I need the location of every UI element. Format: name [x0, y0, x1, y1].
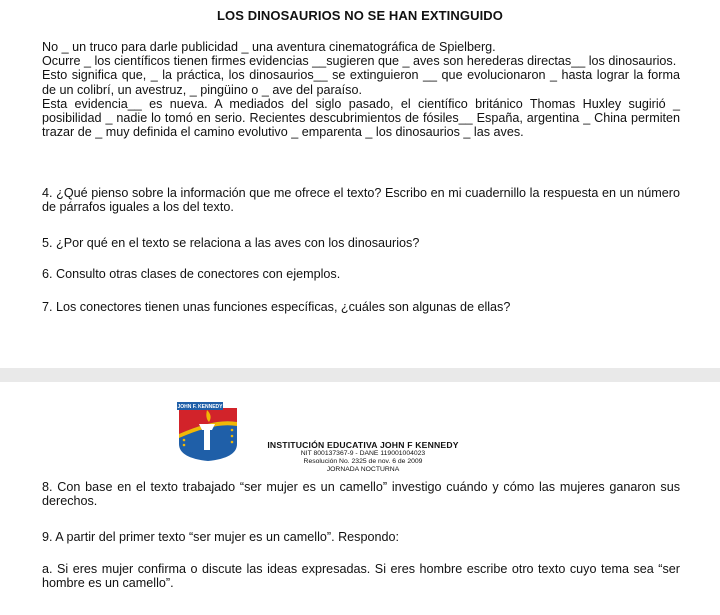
question-6: 6. Consulto otras clases de conectores con ejemplos. [42, 267, 341, 281]
institution-name: INSTITUCIÓN EDUCATIVA JOHN F KENNEDY [267, 440, 459, 450]
question-7: 7. Los conectores tienen unas funciones específicas, ¿cuáles son algunas de ellas? [42, 300, 511, 314]
question-5: 5. ¿Por qué en el texto se relaciona a las aves con los dinosaurios? [42, 236, 420, 250]
institution-nit: NIT 800137367-9 - DANE 119001004023 [300, 450, 426, 457]
page-divider [0, 368, 720, 382]
school-logo-icon [175, 400, 241, 462]
logo-text: JOHN F. KENNEDY [177, 404, 223, 410]
question-4: 4. ¿Qué pienso sobre la información que me ofrece el texto? Escribo en mi cuadernillo la respuesta en un número de párrafos iguales a los del texto. [42, 186, 680, 215]
question-9: 9. A partir del primer texto “ser mujer es un camello”. Respondo: [42, 530, 399, 544]
paragraph-2: Ocurre _ los científicos tienen firmes evidencias __sugieren que _ aves son herederas directas__ los dinosaurios. [42, 54, 677, 69]
paragraph-3: Esto significa que, _ la práctica, los dinosaurios__ se extinguieron __ que evolucionaron _ hasta lograr la forma de un colibrí, un avestruz, _ pingüino o _ ave del paraíso. [42, 68, 680, 97]
paragraph-1: No _ un truco para darle publicidad _ una aventura cinematográfica de Spielberg. [42, 40, 496, 54]
worksheet-page-2 [0, 382, 720, 615]
question-8: 8. Con base en el texto trabajado “ser mujer es un camello” investigo cuándo y cómo las mujeres ganaron sus derechos. [42, 480, 680, 509]
paragraph-4: Esta evidencia__ es nueva. A mediados del siglo pasado, el científico británico Thomas Huxley sugirió _ posibilidad _ nadie lo tomó en serio. Recientes descubrimientos de fósiles__ España, argentina _ China permiten trazar de _ muy definida el camino evolutivo _ emparenta _ los dinosaurios _ las aves. [42, 96, 680, 140]
institution-shift: JORNADA NOCTURNA [326, 466, 400, 473]
text-body [42, 40, 680, 139]
institution-header [258, 440, 468, 474]
question-9a: a. Si eres mujer confirma o discute las ideas expresadas. Si eres hombre escribe otro texto cuyo tema sea “ser hombre es un camello”. [42, 562, 680, 591]
document-title: LOS DINOSAURIOS NO SE HAN EXTINGUIDO [216, 8, 503, 23]
institution-resolution: Resolución No. 2325 de nov. 6 de 2009 [303, 458, 423, 465]
